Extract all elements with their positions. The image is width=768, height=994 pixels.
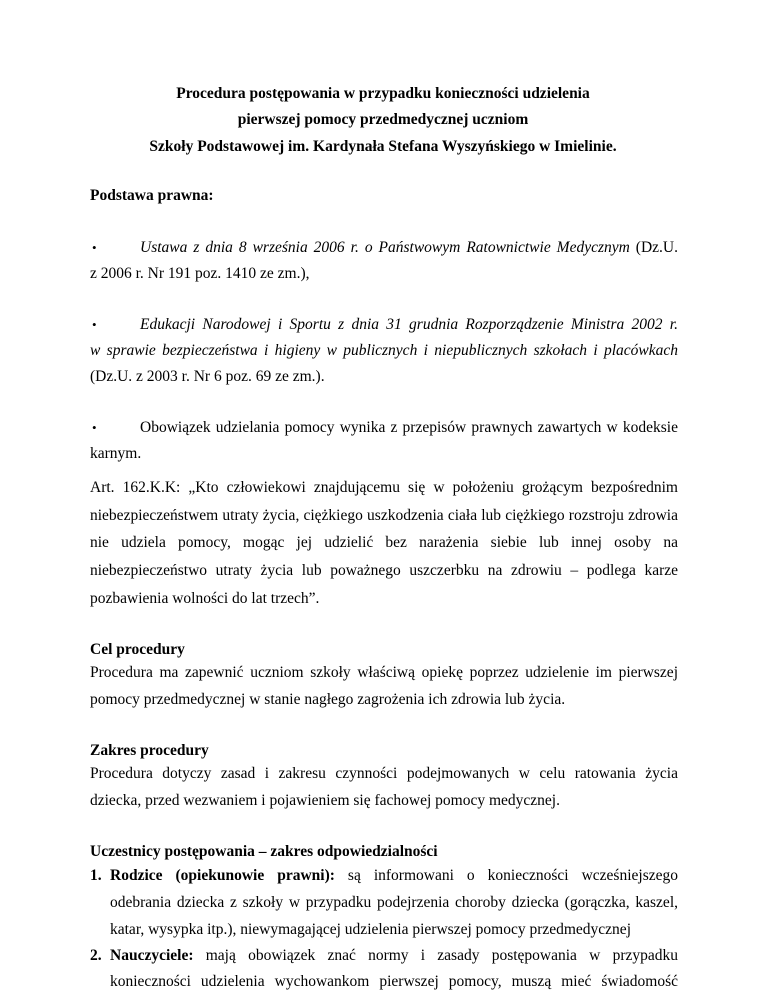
teachers-desc: mają obowiązek znać normy i zasady postępowania w przypadku — [193, 947, 678, 964]
legal-item-2-line-1 — [140, 315, 678, 335]
regulation-subject: w sprawie bezpieczeństwa i higieny w publicznych i niepublicznych szkołach i placówkach — [90, 342, 678, 359]
legal-item-2-line-3: (Dz.U. z 2003 r. Nr 6 poz. 69 ze zm.). — [90, 368, 325, 385]
goal-heading: Cel procedury — [90, 641, 185, 658]
legal-item-1-line-2: z 2006 r. Nr 191 poz. 1410 ze zm.), — [90, 265, 310, 282]
article-line-2: niebezpieczeństwem utraty życia, ciężkiego uszkodzenia ciała lub ciężkiego rozstroju zdrowia — [90, 507, 678, 524]
participant-item-2-line-1 — [110, 946, 678, 966]
scope-heading: Zakres procedury — [90, 742, 209, 759]
teachers-label: Nauczyciele: — [110, 947, 194, 964]
article-line-4: niebezpieczeństwo utraty życia lub poważnego uszczerbku na zdrowiu – podlega karze — [90, 562, 678, 579]
scope-line-2: dziecka, przed wezwaniem i pojawieniem się fachowej pomocy medycznej. — [90, 792, 560, 809]
article-line-5: pozbawienia wolności do lat trzech”. — [90, 590, 320, 607]
article-line-1: Art. 162.K.K: „Kto człowiekowi znajdującemu się w położeniu grożącym bezpośrednim — [90, 479, 678, 496]
participants-heading: Uczestnicy postępowania – zakres odpowiedzialności — [90, 843, 438, 860]
legal-basis-heading: Podstawa prawna: — [90, 187, 214, 204]
participant-item-1-line-3: katar, wysypka itp.), niewymagającej udzielenia pierwszej pomocy przedmedycznej — [110, 921, 631, 938]
document-title-line-1: Procedura postępowania w przypadku konieczności udzielenia — [176, 85, 590, 102]
scope-line-1: Procedura dotyczy zasad i zakresu czynności podejmowanych w celu ratowania życia — [90, 765, 678, 782]
document-title-line-2: pierwszej pomocy przedmedycznej uczniom — [237, 111, 529, 128]
participant-item-2-number: 2. — [90, 947, 102, 964]
law-act-ref: (Dz.U. — [629, 239, 678, 256]
bullet-1: • — [92, 240, 97, 255]
legal-item-1-line-1 — [140, 238, 678, 258]
parents-label: Rodzice (opiekunowie prawni): — [110, 867, 335, 884]
law-act-title: Ustawa z dnia 8 września 2006 r. o Państwowym Ratownictwie Medycznym — [140, 239, 630, 256]
legal-item-2-line-2 — [90, 341, 678, 361]
legal-item-3-line-1: Obowiązek udzielania pomocy wynika z przepisów prawnych zawartych w kodeksie — [140, 419, 678, 436]
participant-item-2-line-2: konieczności udzielenia wychowankom pierwszej pomocy, muszą mieć świadomość — [110, 973, 678, 990]
article-line-3: nie udziela pomocy, mogąc jej udzielić bez narażenia siebie lub innej osoby na — [90, 534, 678, 551]
bullet-2: • — [92, 317, 97, 332]
goal-line-1: Procedura ma zapewnić uczniom szkoły właściwą opiekę poprzez udzielenie im pierwszej — [90, 664, 678, 681]
regulation-title: Edukacji Narodowej i Sportu z dnia 31 grudnia Rozporządzenie Ministra 2002 r. — [140, 316, 678, 333]
participant-item-1-line-1 — [110, 866, 678, 886]
document-title-line-3: Szkoły Podstawowej im. Kardynała Stefana Wyszyńskiego w Imielinie. — [149, 138, 617, 155]
bullet-3: • — [92, 420, 97, 435]
legal-item-3-line-2: karnym. — [90, 445, 142, 462]
goal-line-2: pomocy przedmedycznej w stanie nagłego zagrożenia ich zdrowia lub życia. — [90, 691, 566, 708]
participant-item-1-line-2: odebrania dziecka z szkoły w przypadku podejrzenia choroby dziecka (gorączka, kaszel, — [110, 894, 678, 911]
participant-item-1-number: 1. — [90, 867, 102, 884]
parents-desc: są informowani o konieczności wcześniejszego — [334, 867, 678, 884]
